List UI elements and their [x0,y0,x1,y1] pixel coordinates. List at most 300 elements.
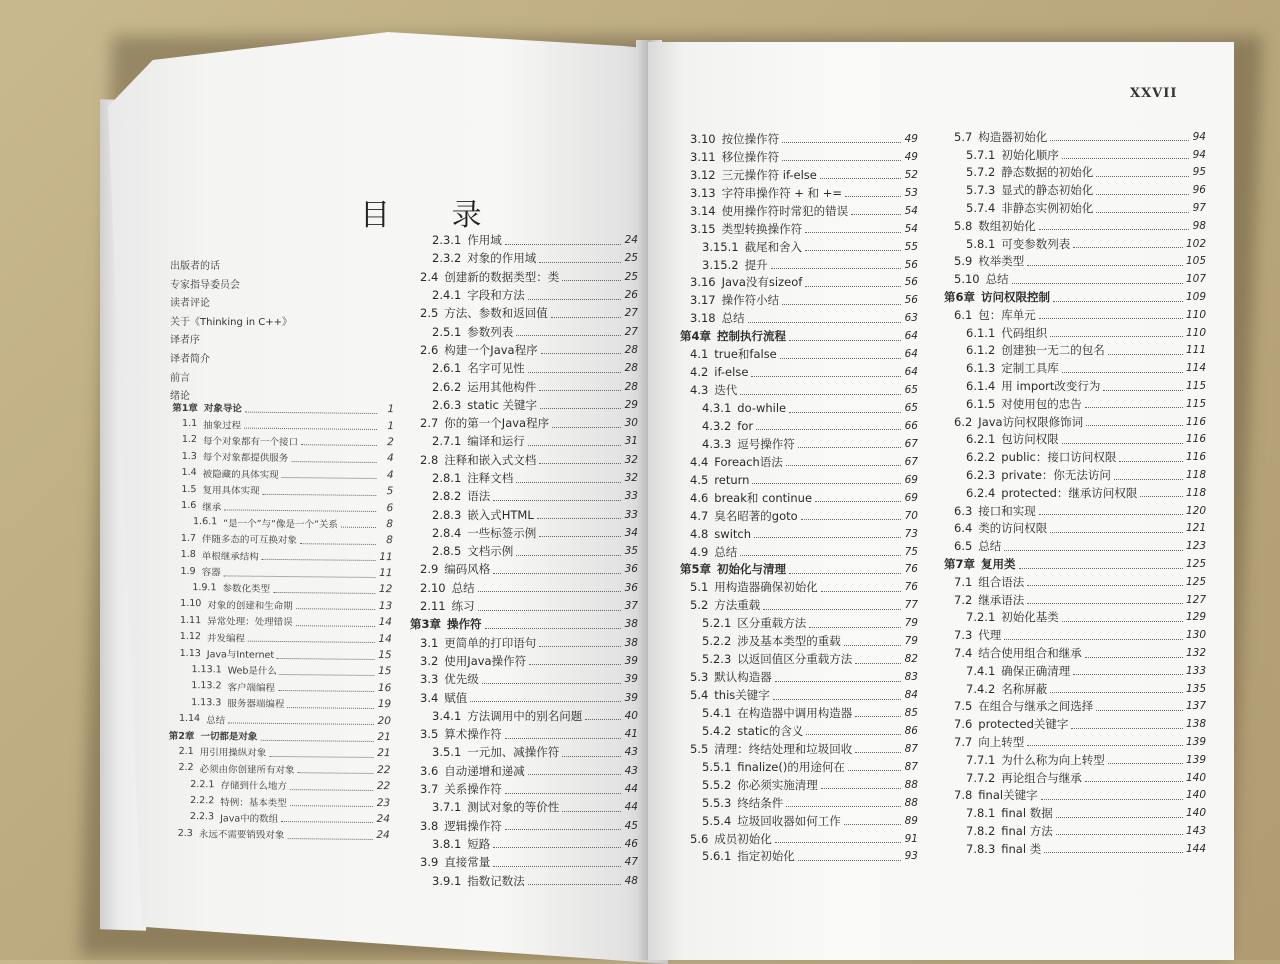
toc-entry-title: 客户端编程 [227,682,276,694]
toc-entry-title: 单根继承结构 [201,550,259,563]
toc-entry-page: 25 [624,252,638,265]
page-number-header: XXVII [1130,86,1178,101]
toc-entry-page: 39 [624,691,638,704]
toc-entry-title: 接口和实现 [978,503,1036,518]
dot-leader [1073,674,1183,675]
dot-leader [798,447,901,448]
dot-leader [754,537,901,538]
toc-entry-number: 2.3.2 [432,251,462,266]
toc-entry-title: 字段和方法 [467,288,525,303]
toc-entry-page: 44 [624,801,638,814]
dot-leader [224,575,376,578]
toc-entry-number: 3.13 [690,185,716,200]
dot-leader [789,412,901,413]
toc-entry-page: 30 [624,417,638,430]
toc-entry-title: 在组合与继承之间选择 [978,699,1094,714]
dot-leader [1096,212,1189,213]
toc-entry [680,256,918,274]
dot-leader [1062,372,1183,373]
dot-leader [820,178,901,179]
dot-leader [1050,140,1189,141]
toc-entry-title: 枚举类型 [978,254,1025,269]
toc-entry [944,164,1206,182]
toc-entry [944,448,1206,466]
dot-leader [782,142,901,143]
toc-entry-page: 127 [1185,593,1206,606]
dot-leader [296,609,375,611]
toc-entry-page: 37 [624,600,638,613]
toc-entry-number: 6.1.4 [966,379,996,394]
toc-entry-number: 1.14 [178,713,201,725]
dot-leader [244,428,377,430]
toc-entry-title: 总结 [714,544,738,559]
toc-entry [680,417,918,435]
toc-entry-title: 特例：基本类型 [220,796,287,809]
toc-entry-number: 1.13.1 [191,664,222,676]
toc-entry-number: 3.16 [690,275,716,290]
dot-leader [855,716,901,717]
toc-entry-page: 79 [904,617,918,630]
toc-entry-number: 4.3.2 [702,418,732,433]
toc-entry-title: 使用操作符时常犯的错误 [721,203,849,218]
toc-entry-page: 94 [1192,148,1206,161]
toc-entry-number: 4.6 [690,490,709,505]
front-matter-item: 绪论 [170,391,190,403]
front-matter-list [170,258,292,407]
dot-leader [844,645,901,646]
toc-entry [944,502,1206,520]
toc-entry-number: 4.1 [690,347,709,362]
toc-entry [680,848,918,866]
toc-entry-title: 一切都是对象 [200,731,258,743]
dot-leader [291,461,376,463]
toc-entry-number: 5.8.1 [966,236,996,251]
toc-entry-page: 33 [624,490,638,503]
toc-entry-number: 3.14 [690,203,716,218]
dot-leader [1108,354,1183,355]
toc-entry-number: 6.2.2 [966,450,996,465]
toc-entry [410,414,638,432]
toc-entry-page: 36 [624,563,638,576]
toc-entry [680,650,918,668]
toc-entry [410,634,638,652]
toc-entry-number: 6.1.3 [966,361,996,376]
toc-entry [944,786,1206,804]
toc-entry-page: 34 [624,526,638,539]
dot-leader [775,681,901,682]
toc-entry-title: 一元加、减操作符 [467,745,560,760]
toc-entry-number: 1.9 [180,565,196,577]
toc-entry-title: 练习 [451,599,475,614]
toc-entry [944,644,1206,662]
toc-entry-number: 4.7 [690,508,709,523]
toc-entry-page: 115 [1185,380,1206,393]
toc-entry-number: 2.3.1 [432,233,462,248]
toc-entry [410,451,638,469]
dot-leader [1050,692,1183,693]
front-matter-item: 关于《Thinking in C++》 [170,316,293,328]
toc-entry [680,596,918,614]
dot-leader [528,445,621,446]
toc-entry-page: 1 [387,403,395,416]
toc-entry-number: 6.1.5 [966,396,996,411]
toc-entry-title: 类型转换操作符 [721,221,803,236]
toc-entry-title: 区分重载方法 [737,616,807,631]
toc-entry [410,835,638,853]
toc-entry-page: 15 [378,665,392,678]
toc-entry-number: 2.7.1 [432,434,462,449]
toc-entry-title: final关键字 [978,788,1038,803]
toc-entry-title: 继承语法 [978,592,1025,607]
toc-entry-title: 移位操作符 [721,149,780,164]
toc-entry-title: 访问权限控制 [981,290,1051,305]
toc-entry-title: 容器 [201,567,221,579]
toc-entry-number: 3.4.1 [432,708,462,723]
toc-entry [680,309,918,327]
toc-entry [944,609,1206,627]
toc-entry [944,573,1206,591]
dot-leader [1027,603,1183,604]
dot-leader [301,445,377,447]
front-matter-item: 译者简介 [170,353,210,365]
toc-entry [410,505,638,523]
dot-leader [1027,585,1183,586]
toc-entry-page: 65 [904,402,918,415]
dot-leader [801,519,901,520]
toc-entry-number: 7.8.3 [966,841,996,856]
toc-column-4 [944,128,1206,858]
toc-entry [410,341,638,359]
toc-entry-number: 6.2.4 [966,485,996,500]
toc-entry-page: 33 [624,508,638,521]
toc-entry-title: 被隐藏的具体实现 [202,468,279,481]
toc-entry-number: 2.4.1 [432,288,462,303]
toc-entry [410,798,638,816]
toc-entry-number: 3.5 [420,727,439,742]
toc-entry-title: 作用域 [467,233,502,248]
toc-entry-page: 49 [904,150,918,163]
toc-entry-title: 数组初始化 [978,218,1036,233]
toc-entry-title: 显式的静态初始化 [1001,183,1094,198]
toc-entry-number: 6.5 [954,539,973,554]
toc-entry-number: 7.8.2 [966,823,996,838]
toc-entry-page: 94 [1192,130,1206,143]
toc-entry [944,217,1206,235]
toc-entry [680,740,918,758]
toc-entry-page: 115 [1185,397,1206,410]
toc-entry-title: 逗号操作符 [737,436,795,451]
dot-leader [1085,781,1183,782]
toc-entry-page: 38 [624,618,638,631]
toc-entry [680,489,918,507]
toc-entry-title: for [737,418,754,433]
toc-entry-number: 7.3 [954,628,973,643]
toc-entry-title: 向上转型 [978,734,1025,749]
dot-leader [752,483,901,484]
toc-entry-title: final 方法 [1001,823,1053,838]
toc-title: 目 录 [360,198,508,233]
toc-entry-number: 3.8 [420,818,439,833]
toc-entry-page: 118 [1185,486,1206,499]
toc-entry [944,146,1206,164]
toc-entry [680,722,918,740]
toc-entry [944,680,1206,698]
toc-entry-title: 注释文档 [467,471,514,485]
toc-entry-page: 19 [377,698,392,711]
toc-entry-number: 3.9.1 [432,873,462,888]
toc-entry-number: 5.10 [954,272,980,287]
toc-entry-title: 你的第一个Java程序 [444,416,550,431]
toc-entry-number: 3.18 [690,311,716,326]
toc-entry-title: 非静态实例初始化 [1001,201,1094,216]
toc-entry-number: 1.2 [181,434,198,446]
dot-leader [290,789,373,791]
toc-entry-number: 3.9 [420,855,439,870]
toc-entry-number: 1.5 [181,483,197,495]
toc-entry-page: 16 [377,681,392,694]
toc-entry [944,591,1206,609]
toc-entry-title: 涉及基本类型的重载 [737,634,841,649]
toc-entry-title: Foreach语法 [714,454,783,469]
toc-entry-number: 5.4.1 [702,705,732,720]
toc-entry [410,268,638,286]
dot-leader [786,465,901,466]
dot-leader [771,268,901,269]
toc-entry-number: 5.2 [690,598,709,613]
dot-leader [539,646,621,647]
toc-entry [680,327,918,345]
dot-leader [851,214,901,215]
dot-leader [478,610,621,611]
toc-entry-number: 1.1 [182,418,198,430]
toc-entry-title: “是一个”与“像是一个”关系 [223,518,338,531]
toc-entry-number: 6.1 [954,307,973,322]
toc-entry-title: 包：库单元 [978,307,1036,322]
toc-entry-title: 对象的作用域 [467,251,537,266]
toc-entry-title: break和 continue [714,490,813,505]
toc-entry-number: 2.11 [420,599,446,614]
toc-entry-title: if-else [714,365,749,380]
toc-entry [410,524,638,542]
dot-leader [740,394,901,395]
front-matter-item: 前言 [170,372,190,384]
toc-entry-number: 6.3 [954,503,973,518]
toc-entry-page: 52 [904,168,918,181]
toc-entry [944,804,1206,822]
toc-entry [944,537,1206,555]
dot-leader [1019,568,1183,569]
toc-entry-page: 23 [376,796,391,809]
toc-entry-number: 3.11 [690,149,716,164]
toc-entry-page: 66 [904,419,918,432]
toc-entry-page: 43 [624,746,638,759]
toc-entry-number: 3.3 [420,672,439,687]
toc-entry [680,220,918,238]
front-matter-item: 出版者的话 [170,261,220,272]
toc-entry-title: 使用Java操作符 [444,653,527,668]
toc-entry-title: 语法 [467,489,491,504]
toc-entry-page: 91 [904,832,918,845]
dot-leader [280,674,375,676]
toc-entry-title: 赋值 [444,690,468,705]
front-matter-item: 译者序 [170,335,200,347]
toc-entry-page: 105 [1185,255,1206,268]
toc-entry-title: 可变参数列表 [1001,236,1071,251]
dot-leader [245,411,377,413]
toc-entry-page: 70 [904,509,918,522]
dot-leader [1073,247,1183,248]
dot-leader [1039,514,1183,515]
toc-entry-title: 初始化基类 [1001,610,1059,625]
dot-leader [773,699,901,700]
dot-leader [493,866,621,867]
toc-entry-number: 3.12 [690,167,716,182]
toc-entry [680,184,918,202]
dot-leader [740,555,901,556]
toc-entry-title: 异常处理：处理错误 [207,616,293,629]
dot-leader [278,690,374,692]
dot-leader [262,559,376,561]
toc-entry [944,626,1206,644]
toc-entry-title: 逻辑操作符 [444,818,502,833]
toc-column-1 [168,399,395,844]
toc-entry [944,128,1206,146]
toc-entry-title: Java没有sizeof [721,275,803,290]
toc-entry-page: 76 [904,581,918,594]
toc-entry-title: 复用类 [981,557,1016,572]
toc-entry-title: 类的访问权限 [978,521,1048,536]
dot-leader [260,739,373,741]
toc-entry [680,632,918,650]
toc-entry [944,769,1206,787]
dot-leader [516,482,621,483]
toc-entry-number: 7.4 [954,646,973,660]
toc-entry-title: 垃圾回收器如何工作 [737,813,841,828]
toc-entry-page: 24 [624,234,638,247]
toc-entry-title: 编码风格 [444,562,491,577]
toc-entry-page: 84 [904,689,918,702]
dot-leader [505,738,621,739]
toc-entry [680,525,918,543]
toc-entry [410,304,638,322]
toc-entry-number: 5.7.1 [966,147,996,162]
dot-leader [855,663,901,664]
toc-entry [944,395,1206,413]
toc-entry-title: 代理 [978,628,1002,643]
toc-entry-page: 116 [1185,415,1206,428]
toc-entry-title: 组合语法 [978,574,1025,589]
toc-entry-title: 关系操作符 [444,782,502,797]
toc-entry-page: 39 [624,654,638,667]
toc-entry-number: 7.2.1 [966,610,996,625]
toc-entry [680,794,918,812]
toc-entry-number: 5.9 [954,254,973,269]
toc-entry [680,507,918,525]
toc-entry [410,542,638,560]
toc-entry-title: 定制工具库 [1001,361,1059,376]
toc-entry-title: 直接常量 [444,855,491,870]
dot-leader [562,280,621,281]
toc-entry-page: 111 [1185,344,1206,357]
toc-entry-number: 2.9 [420,562,439,577]
dot-leader [224,509,376,512]
dot-leader [528,884,621,885]
toc-entry [944,840,1206,858]
toc-entry-title: 运用其他构件 [467,379,537,394]
dot-leader [1062,621,1183,622]
dot-leader [539,463,621,464]
toc-entry-title: private：你无法访问 [1001,468,1111,483]
dot-leader [1071,728,1183,729]
toc-entry-number: 1.8 [180,549,196,561]
toc-entry-title: return [714,472,750,487]
toc-entry-title: 操作符 [447,617,482,632]
toc-entry-title: 文档示例 [467,544,514,559]
toc-entry-number: 6.2.3 [966,468,996,483]
dot-leader [539,262,621,263]
toc-entry-title: 创建独一无二的包名 [1001,343,1105,358]
toc-entry-number: 2.8.1 [432,471,462,485]
dot-leader [505,244,621,245]
dot-leader [1044,852,1183,853]
toc-entry-title: do-while [737,401,787,416]
toc-entry-title: 总结 [206,714,226,727]
toc-entry-title: final 数据 [1001,806,1053,821]
toc-entry-title: 指数记数法 [467,873,525,888]
dot-leader [1119,461,1183,462]
toc-entry [944,715,1206,733]
toc-entry [410,780,638,798]
dot-leader [1108,763,1183,764]
toc-entry-number: 2.10 [420,580,446,595]
toc-entry-number: 2.6 [420,342,439,357]
dot-leader [1039,229,1189,230]
toc-entry [944,733,1206,751]
toc-column-2 [410,231,638,890]
toc-entry-page: 44 [624,783,638,796]
dot-leader [1004,550,1183,551]
toc-entry [944,270,1206,288]
toc-entry-page: 32 [624,472,638,484]
dot-leader [277,658,375,660]
toc-entry-page: 139 [1185,735,1206,748]
toc-entry-page: 27 [624,325,638,338]
toc-entry-number: 第3章 [410,617,442,632]
toc-entry [410,432,638,450]
dot-leader [529,664,621,665]
dot-leader [505,829,621,830]
dot-leader [528,299,621,300]
dot-leader [287,707,374,709]
toc-entry-page: 125 [1185,558,1206,571]
toc-entry-page: 139 [1185,753,1206,766]
dot-leader [751,376,901,377]
toc-entry-page: 35 [624,545,638,558]
dot-leader [262,493,376,495]
toc-entry [410,396,638,414]
toc-entry-title: Web是什么 [227,665,277,678]
toc-entry-number: 4.3.1 [702,401,732,416]
toc-entry-title: 一些标签示例 [467,525,537,540]
toc-entry-number: 5.7.3 [966,183,996,198]
dot-leader [1050,336,1183,337]
toc-entry-page: 114 [1185,362,1206,375]
toc-entry [410,762,638,780]
toc-entry-title: 每个对象都提供服务 [202,452,289,465]
toc-entry-page: 140 [1185,789,1206,802]
dot-leader [539,536,621,537]
toc-entry-page: 123 [1185,540,1206,553]
